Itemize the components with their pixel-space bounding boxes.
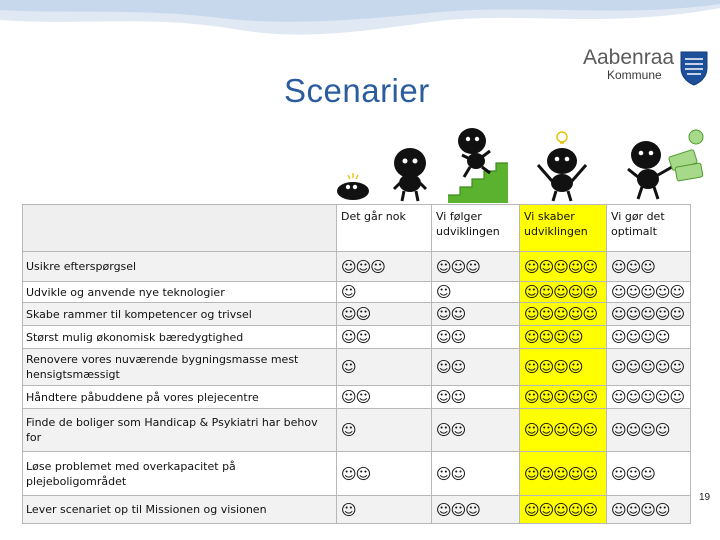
table-row xyxy=(23,409,691,452)
scenario-figures-illustration xyxy=(330,125,720,203)
figure-climbing-icon xyxy=(458,128,490,177)
rating-cell: ☺☺ xyxy=(337,452,432,496)
rating-cell: ☺☺☺☺ xyxy=(607,409,691,452)
logo-subtitle: Kommune xyxy=(607,68,662,82)
slide-title: Scenarier xyxy=(284,72,430,109)
rating-cell: ☺☺☺ xyxy=(432,252,520,282)
rating-cell: ☺☺☺☺ xyxy=(607,496,691,524)
coat-of-arms-icon xyxy=(679,50,709,86)
column-header: Vi følger udviklingen xyxy=(432,205,520,252)
rating-cell: ☺☺☺☺ xyxy=(520,326,607,349)
rating-cell: ☺☺☺☺☺ xyxy=(607,303,691,326)
rating-cell: ☺☺☺☺☺ xyxy=(607,386,691,409)
row-label: Renovere vores nuværende bygningsmasse mest hensigtsmæssigt xyxy=(23,349,337,386)
rating-cell: ☺☺ xyxy=(337,386,432,409)
table-row xyxy=(23,386,691,409)
table-row xyxy=(23,349,691,386)
page-number: 19 xyxy=(699,492,711,503)
rating-cell: ☺☺☺ xyxy=(607,452,691,496)
scenario-table xyxy=(22,204,691,524)
rating-cell: ☺ xyxy=(337,282,432,303)
row-label: Størst mulig økonomisk bæredygtighed xyxy=(23,326,337,349)
rating-cell: ☺☺ xyxy=(337,326,432,349)
column-header: Vi skaber udviklingen xyxy=(520,205,607,252)
rating-cell: ☺☺☺☺☺ xyxy=(520,303,607,326)
rating-cell: ☺ xyxy=(337,496,432,524)
rating-cell: ☺☺ xyxy=(432,349,520,386)
row-label: Lever scenariet op til Missionen og visionen xyxy=(23,496,337,524)
row-label: Håndtere påbuddene på vores plejecentre xyxy=(23,386,337,409)
rating-cell: ☺☺☺☺☺ xyxy=(520,252,607,282)
green-stairs-icon xyxy=(448,163,508,203)
rating-cell: ☺☺ xyxy=(432,452,520,496)
rating-cell: ☺☺ xyxy=(432,386,520,409)
rating-cell: ☺☺☺☺☺ xyxy=(520,452,607,496)
rating-cell: ☺☺☺☺☺ xyxy=(520,386,607,409)
figure-idea-icon xyxy=(538,132,586,201)
rating-cell: ☺☺☺ xyxy=(432,496,520,524)
rating-cell: ☺☺☺☺☺ xyxy=(607,349,691,386)
rating-cell: ☺☺☺☺☺ xyxy=(520,282,607,303)
rating-cell: ☺☺☺☺☺ xyxy=(520,409,607,452)
rating-cell: ☺☺☺☺☺ xyxy=(520,496,607,524)
rating-cell: ☺☺ xyxy=(432,409,520,452)
rating-cell: ☺ xyxy=(337,409,432,452)
table-header-row xyxy=(23,205,691,252)
table-row xyxy=(23,303,691,326)
logo-name: Aabenraa xyxy=(583,46,675,69)
rating-cell: ☺☺☺ xyxy=(607,252,691,282)
rating-cell: ☺☺☺☺☺ xyxy=(607,282,691,303)
figure-lying-icon xyxy=(337,173,369,200)
rating-cell: ☺☺☺☺ xyxy=(607,326,691,349)
rating-cell: ☺☺☺☺ xyxy=(520,349,607,386)
aabenraa-kommune-logo xyxy=(583,46,713,104)
figure-standing-icon xyxy=(394,148,426,201)
row-label: Udvikle og anvende nye teknologier xyxy=(23,282,337,303)
rating-cell: ☺☺ xyxy=(432,303,520,326)
figure-optimal-icon xyxy=(628,130,703,199)
table-row xyxy=(23,496,691,524)
rating-cell: ☺☺ xyxy=(432,326,520,349)
table-row xyxy=(23,282,691,303)
row-label: Løse problemet med overkapacitet på plejeboligområdet xyxy=(23,452,337,496)
row-label: Skabe rammer til kompetencer og trivsel xyxy=(23,303,337,326)
table-row xyxy=(23,452,691,496)
rating-cell: ☺ xyxy=(337,349,432,386)
column-header: Det går nok xyxy=(337,205,432,252)
column-header: Vi gør det optimalt xyxy=(607,205,691,252)
row-label: Usikre efterspørgsel xyxy=(23,252,337,282)
rating-cell: ☺ xyxy=(432,282,520,303)
table-row xyxy=(23,326,691,349)
table-row xyxy=(23,252,691,282)
row-label: Finde de boliger som Handicap & Psykiatri har behov for xyxy=(23,409,337,452)
rating-cell: ☺☺☺ xyxy=(337,252,432,282)
rating-cell: ☺☺ xyxy=(337,303,432,326)
table-corner-cell xyxy=(23,205,337,252)
